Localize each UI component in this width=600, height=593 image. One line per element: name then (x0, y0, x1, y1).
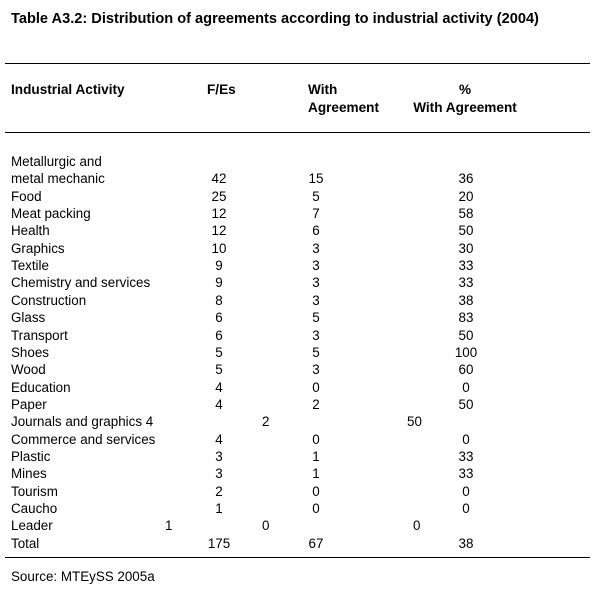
row-fes: 9 (215, 275, 223, 291)
row-with-agreement: 3 (312, 362, 320, 378)
row-activity: Health (11, 223, 50, 239)
row-pct: 50 (407, 414, 422, 430)
row-pct: 83 (458, 310, 474, 326)
row-with-agreement: 2 (312, 396, 320, 412)
row-with-agreement: 0 (312, 431, 320, 447)
row-with-agreement: 3 (312, 292, 320, 308)
row-with-agreement: 3 (312, 258, 320, 274)
row-pct: 0 (462, 431, 470, 447)
row-fes: 3 (215, 466, 223, 482)
row-pct: 0 (462, 379, 470, 395)
table-title: Table A3.2: Distribution of agreements according to industrial activity (2004) (11, 11, 539, 27)
row-fes: 25 (211, 188, 227, 204)
row-with-agreement: 3 (312, 275, 320, 291)
row-with-agreement: 0 (312, 379, 320, 395)
header-pct-line1: % (458, 82, 472, 97)
row-pct: 36 (458, 171, 474, 187)
row-pct: 100 (454, 344, 478, 360)
row-activity: Graphics (11, 240, 65, 256)
row-pct: 30 (458, 240, 474, 256)
row-pct: 33 (458, 466, 474, 482)
row-pct: 50 (458, 396, 474, 412)
row-pct: 0 (413, 518, 421, 534)
row-fes: 3 (215, 448, 223, 464)
header-with-agreement-line2: Agreement (308, 100, 380, 115)
row-fes: 9 (215, 258, 223, 274)
row-pct: 20 (458, 188, 474, 204)
row-with-agreement: 0 (262, 518, 270, 534)
row-with-agreement: 2 (262, 414, 270, 430)
row-activity: Metallurgic and (11, 154, 102, 169)
row-with-agreement: 5 (312, 344, 320, 360)
row-with-agreement: 5 (312, 310, 320, 326)
row-activity: Glass (11, 310, 46, 326)
row-fes: 8 (215, 292, 223, 308)
row-with-agreement: 1 (312, 466, 320, 482)
row-activity: Chemistry and services (11, 275, 151, 291)
row-activity: Paper (11, 396, 47, 412)
source-note: Source: MTEySS 2005a (11, 569, 155, 584)
row-fes: 175 (207, 535, 231, 551)
row-activity: Plastic (11, 448, 51, 464)
header-industrial-activity: Industrial Activity (11, 82, 125, 97)
row-fes: 2 (215, 483, 223, 499)
header-with-agreement (308, 81, 379, 117)
row-activity: metal mechanic (11, 171, 105, 187)
row-with-agreement: 3 (312, 327, 320, 343)
row-activity: Meat packing (11, 206, 91, 222)
row-pct: 33 (458, 448, 474, 464)
row-fes: 5 (215, 362, 223, 378)
row-fes: 4 (215, 431, 223, 447)
row-with-agreement: 3 (312, 240, 320, 256)
row-fes: 6 (215, 310, 223, 326)
row-pct: 50 (458, 327, 474, 343)
row-pct: 60 (458, 362, 474, 378)
row-activity: Transport (11, 327, 68, 343)
row-fes: 1 (165, 518, 173, 534)
row-pct: 50 (458, 223, 474, 239)
row-activity: Journals and graphics 4 (11, 414, 154, 430)
row-activity: Textile (11, 258, 49, 274)
row-fes: 5 (215, 344, 223, 360)
row-fes: 12 (211, 223, 227, 239)
row-fes: 1 (215, 501, 223, 516)
row-pct: 58 (458, 206, 474, 222)
row-pct: 33 (458, 275, 474, 291)
row-with-agreement: 67 (308, 535, 324, 551)
row-fes: 42 (211, 171, 227, 187)
row-pct: 33 (458, 258, 474, 274)
row-with-agreement: 1 (312, 448, 320, 464)
row-with-agreement: 5 (312, 188, 320, 204)
row-activity: Food (11, 188, 42, 204)
row-fes: 4 (215, 396, 223, 412)
bottom-rule (5, 557, 590, 558)
row-with-agreement: 7 (312, 206, 320, 222)
header-pct-with-agreement (406, 81, 524, 117)
row-with-agreement: 6 (312, 223, 320, 239)
row-activity: Tourism (11, 483, 58, 499)
row-pct: 0 (462, 501, 470, 516)
row-activity: Caucho (11, 501, 58, 516)
row-pct: 0 (462, 483, 470, 499)
header-rule (5, 132, 590, 133)
row-pct: 38 (458, 535, 474, 551)
top-rule (5, 63, 590, 64)
row-activity: Education (11, 379, 71, 395)
header-fes: F/Es (207, 82, 236, 97)
row-fes: 12 (211, 206, 227, 222)
row-activity: Commerce and services (11, 431, 156, 447)
row-fes: 6 (215, 327, 223, 343)
row-with-agreement: 0 (312, 501, 320, 516)
row-activity: Shoes (11, 344, 49, 360)
header-with-agreement-line1: With (308, 82, 338, 97)
header-pct-line2: With Agreement (413, 100, 517, 115)
row-activity: Total (11, 535, 40, 551)
row-pct: 38 (458, 292, 474, 308)
row-activity: Mines (11, 466, 47, 482)
row-fes: 10 (211, 240, 227, 256)
row-activity: Construction (11, 292, 87, 308)
row-with-agreement: 15 (308, 171, 324, 187)
row-activity: Wood (11, 362, 46, 378)
row-with-agreement: 0 (312, 483, 320, 499)
row-activity: Leader (11, 518, 53, 534)
row-fes: 4 (215, 379, 223, 395)
